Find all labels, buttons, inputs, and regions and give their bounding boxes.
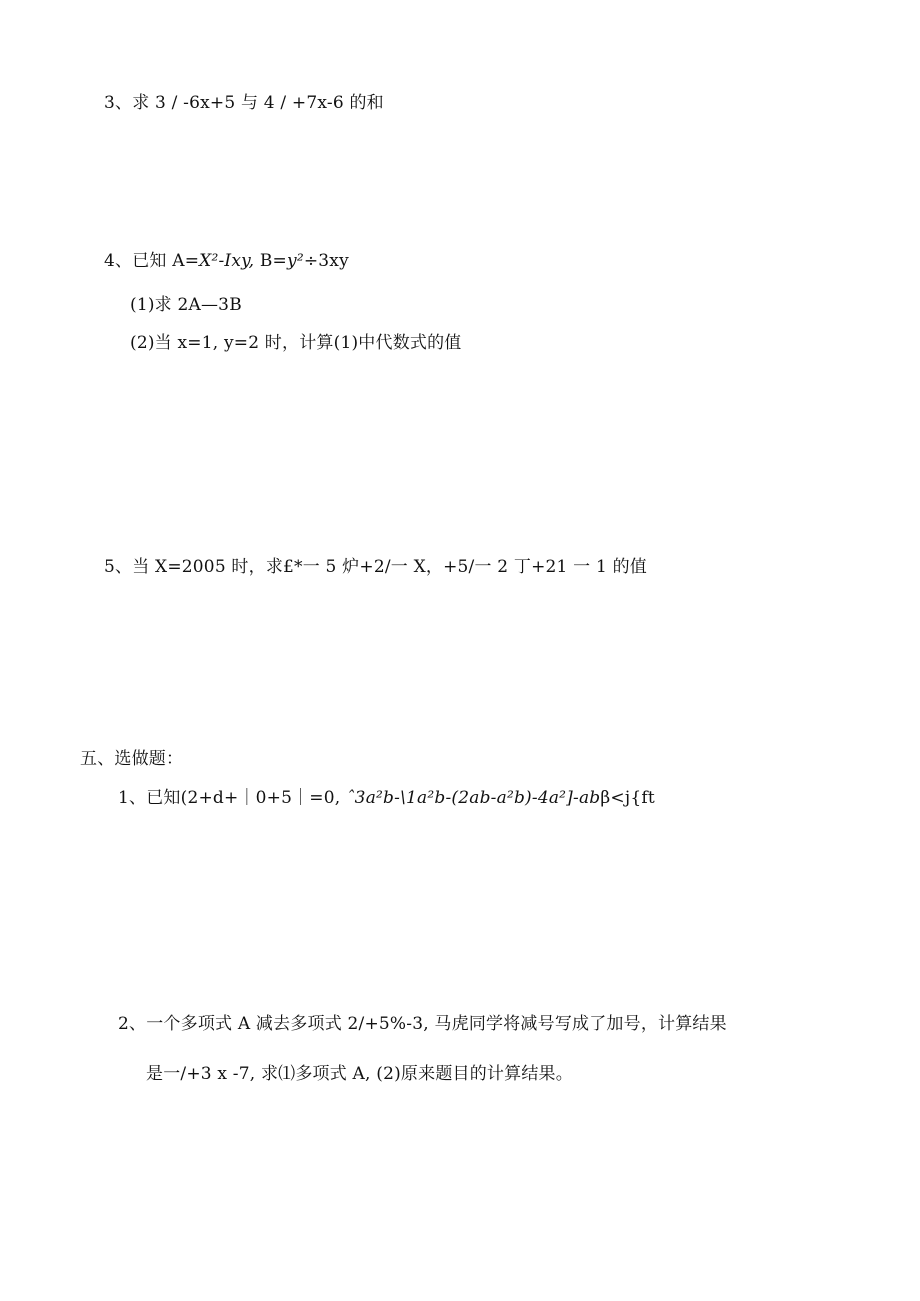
question-1-expression: ˆ3a²b-\1a²b-(2ab-a²b)-4a²]-ab <box>345 788 601 808</box>
question-1-suffix: β<j{ft <box>600 788 655 808</box>
problem-5: 5、当 X=2005 时，求£*一 5 炉+2/一 X，+5/一 2 丁+21 一 1 的值 <box>104 557 647 577</box>
problem-4-prefix: 4、已知 A= <box>104 251 200 271</box>
expression-a: X²-Ixy, <box>199 251 255 271</box>
section-heading: 五、选做题： <box>80 749 184 769</box>
optional-question-2-line-2: 是一/+3 x -7, 求⑴多项式 A, (2)原来题目的计算结果。 <box>146 1064 573 1084</box>
optional-question-2-line-1: 2、一个多项式 A 减去多项式 2/+5%-3, 马虎同学将减号写成了加号，计算结果 <box>118 1014 727 1034</box>
problem-4-part-2: (2)当 x=1, y=2 时，计算(1)中代数式的值 <box>130 333 462 353</box>
expression-b-label: B= <box>254 251 288 271</box>
problem-4-part-1: (1)求 2A—3B <box>130 295 242 315</box>
expression-b-rest: ÷3xy <box>303 251 349 271</box>
question-1-prefix: 1、已知(2+d+｜0+5｜=0, <box>118 788 346 808</box>
optional-question-1 <box>118 787 655 809</box>
expression-b: y² <box>287 251 304 271</box>
problem-3: 3、求 3 / -6x+5 与 4 / +7x-6 的和 <box>104 93 384 113</box>
problem-4 <box>104 250 349 272</box>
